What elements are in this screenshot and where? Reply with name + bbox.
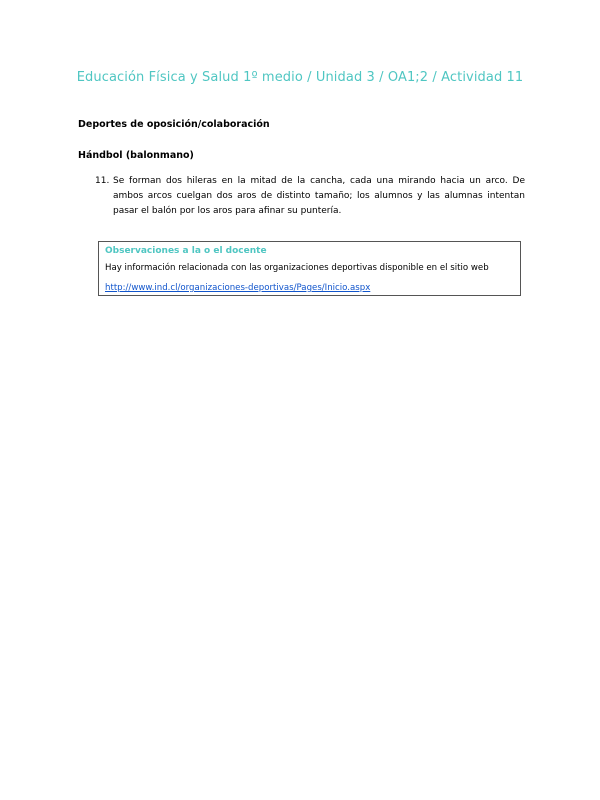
section-title: Deportes de oposición/colaboración bbox=[78, 119, 270, 130]
activity-number: 11. bbox=[95, 176, 110, 186]
page-header-title: Educación Física y Salud 1º medio / Unidad 3 / OA1;2 / Actividad 11 bbox=[76, 70, 524, 85]
activity-text: Se forman dos hileras en la mitad de la cancha, cada una mirando hacia un arco. De ambos arcos cuelgan dos aros de distinto tamaño; los alumnos y las alumnas intentan pasar el balón por los aros para afinar su puntería. bbox=[113, 176, 525, 216]
subsection-title: Hándbol (balonmano) bbox=[78, 150, 194, 161]
observations-link[interactable]: http://www.ind.cl/organizaciones-deportivas/Pages/Inicio.aspx bbox=[105, 283, 371, 293]
observations-box bbox=[98, 241, 521, 296]
observations-text: Hay información relacionada con las organizaciones deportivas disponible en el sitio web bbox=[105, 263, 489, 273]
observations-title: Observaciones a la o el docente bbox=[105, 246, 267, 256]
activity-item bbox=[95, 174, 525, 219]
